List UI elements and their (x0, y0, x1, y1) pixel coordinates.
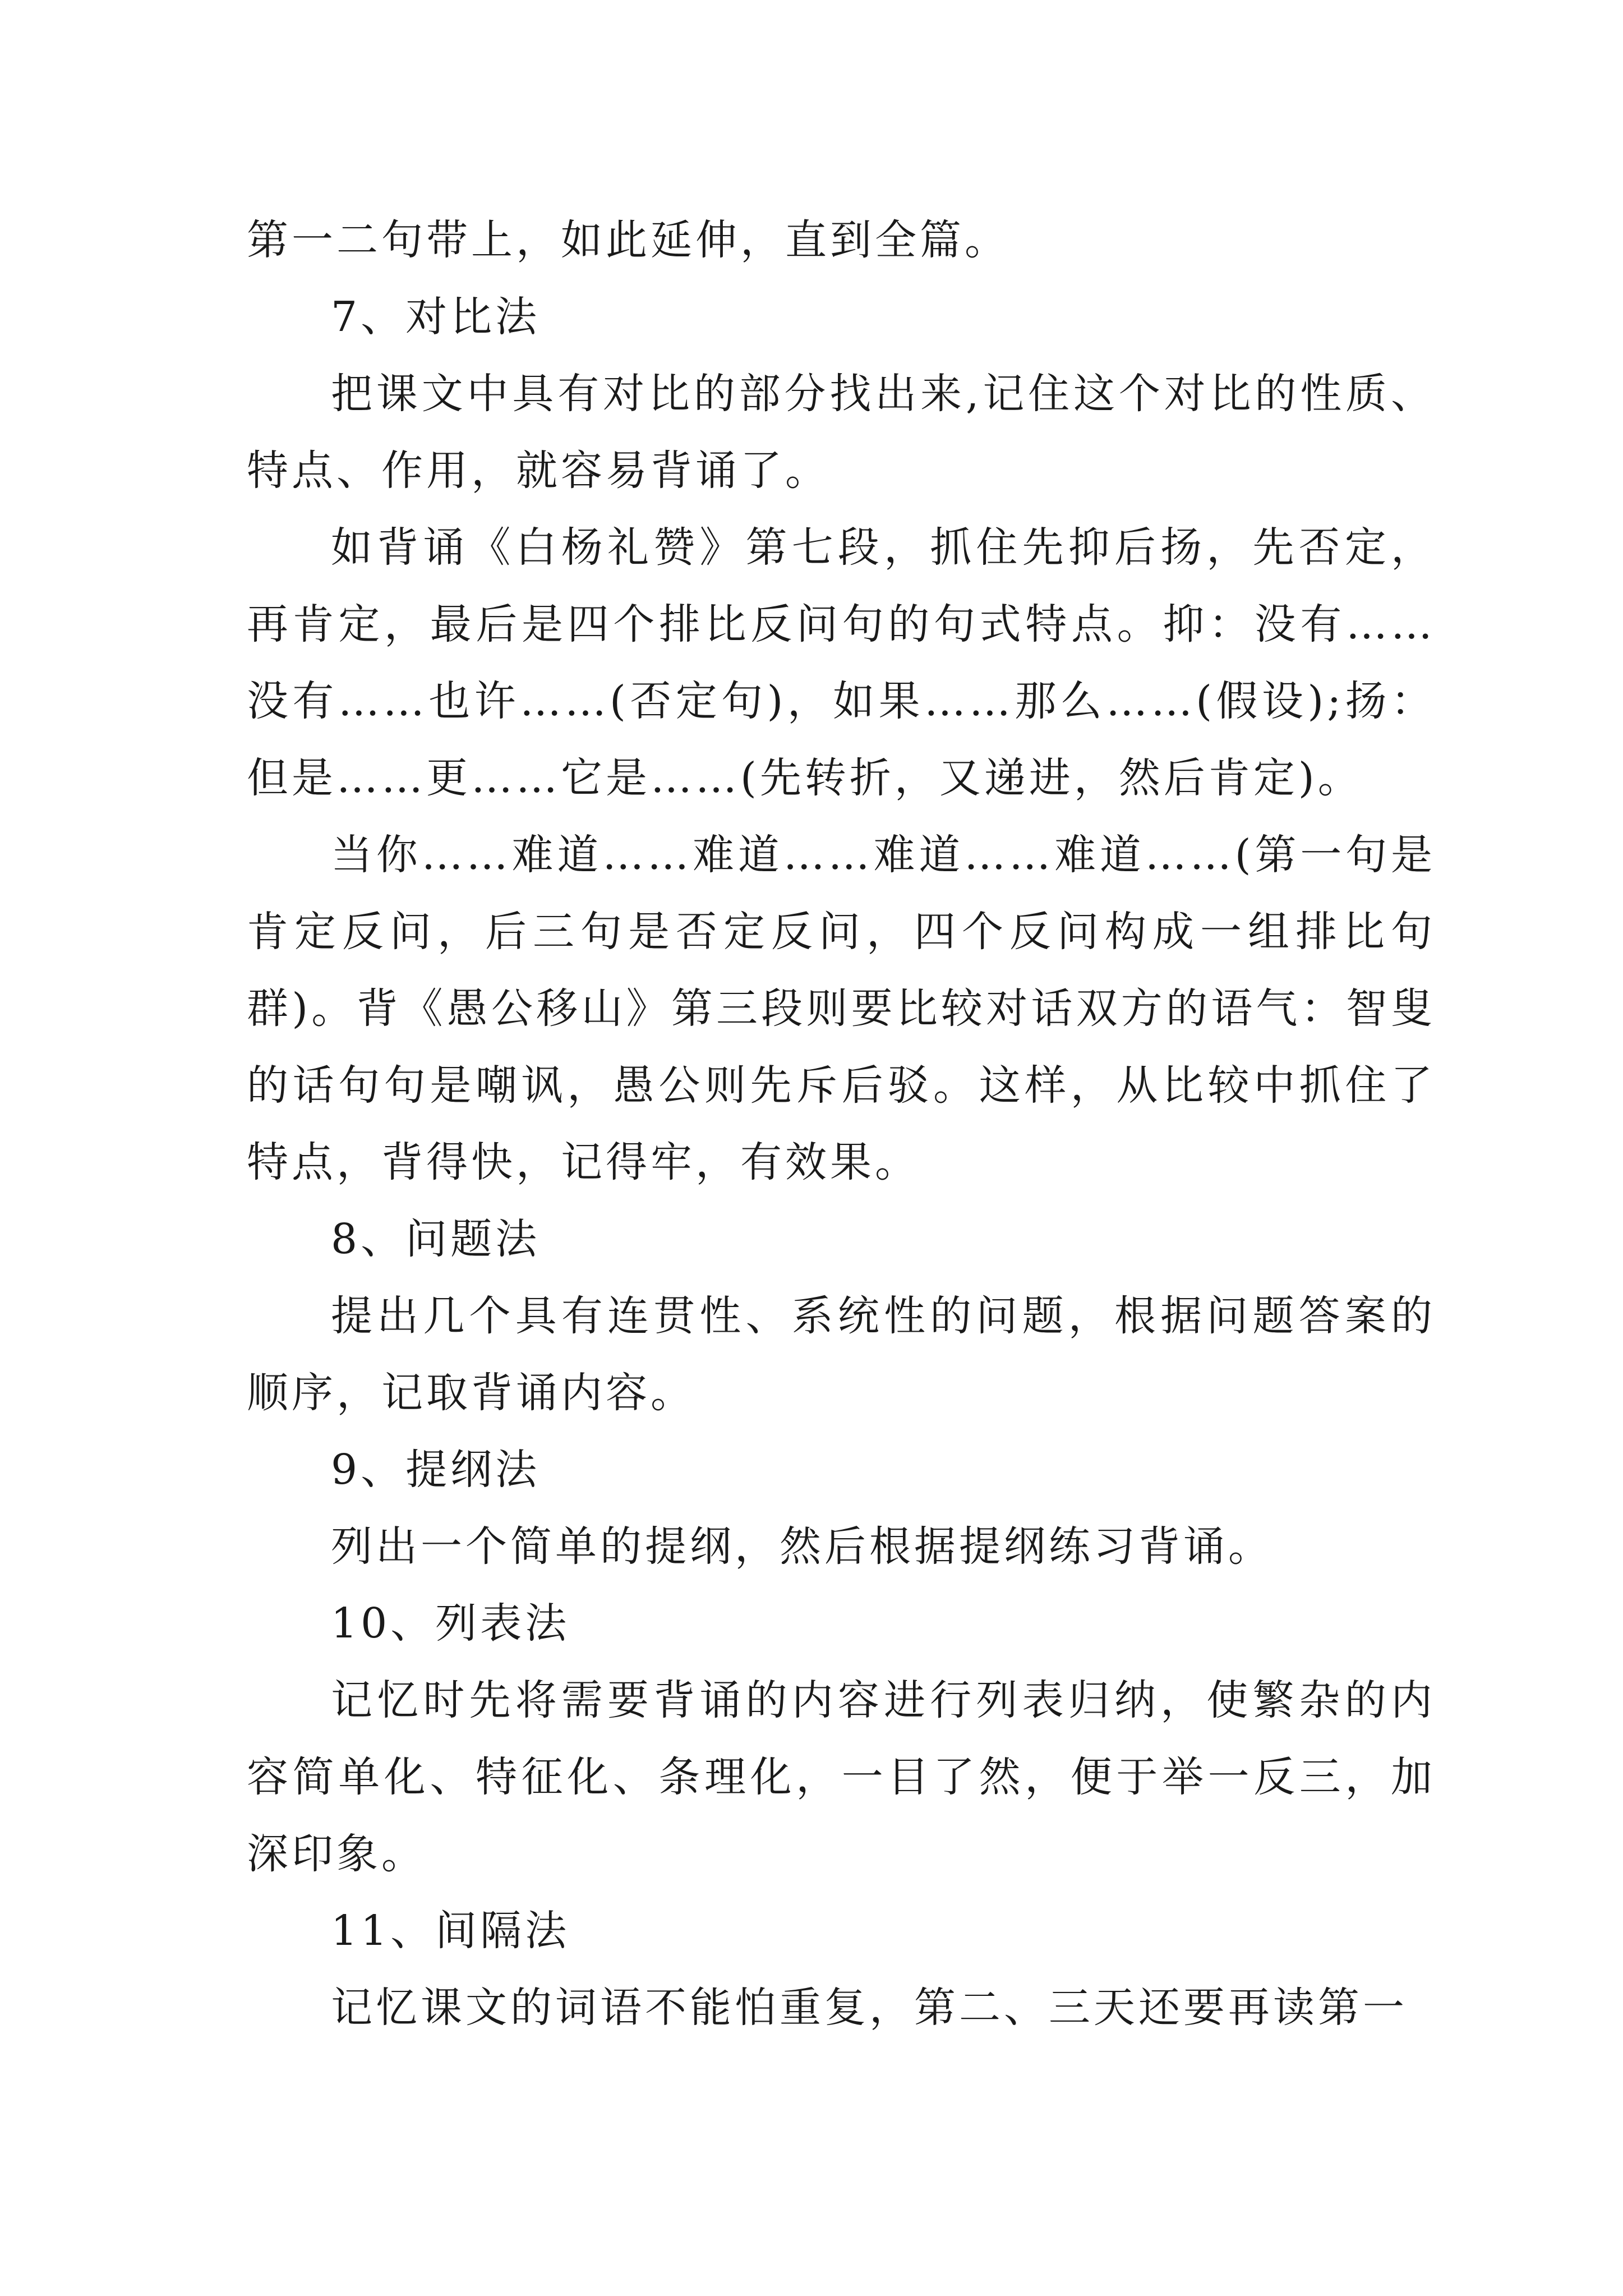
document-body (247, 202, 1436, 2046)
paragraph: 如背诵《白杨礼赞》第七段，抓住先抑后扬，先否定，再肯定，最后是四个排比反问句的句式特点。抑：没有……没有……也许……(否定句)，如果……那么……(假设);扬：但是……更……它是……(先转折，又递进，然后肯定)。 (247, 523, 1436, 802)
section-heading-outline: 9、提纲法 (331, 1446, 541, 1494)
section-heading-question: 8、问题法 (331, 1215, 541, 1263)
paragraph: 列出一个简单的提纲，然后根据提纲练习背诵。 (331, 1522, 1273, 1571)
paragraph: 记忆课文的词语不能怕重复，第二、三天还要再读第一 (331, 1984, 1408, 2032)
paragraph: 记忆时先将需要背诵的内容进行列表归纳，使繁杂的内容简单化、特征化、条理化，一目了然，便于举一反三，加深印象。 (247, 1676, 1436, 1878)
section-heading-interval: 11、间隔法 (331, 1907, 570, 1955)
section-heading-table: 10、列表法 (331, 1599, 570, 1648)
paragraph: 当你……难道……难道……难道……难道……(第一句是肯定反问，后三句是否定反问，四个反问构成一组排比句群)。背《愚公移山》第三段则要比较对话双方的语气：智叟的话句句是嘲讽，愚公则先斥后驳。这样，从比较中抓住了特点，背得快，记得牢，有效果。 (247, 831, 1436, 1186)
paragraph: 第一二句带上，如此延伸，直到全篇。 (247, 216, 1009, 264)
paragraph: 提出几个具有连贯性、系统性的问题，根据问题答案的顺序，记取背诵内容。 (247, 1292, 1436, 1417)
section-heading-contrast: 7、对比法 (331, 293, 541, 341)
paragraph: 把课文中具有对比的部分找出来,记住这个对比的性质、特点、作用，就容易背诵了。 (247, 370, 1436, 495)
